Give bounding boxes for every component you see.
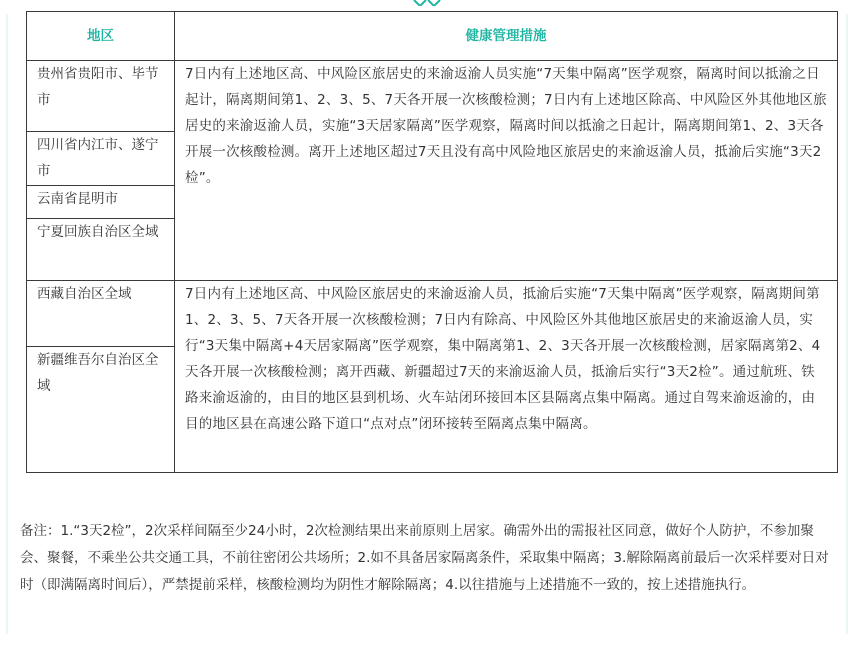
left-frame-line xyxy=(6,14,8,634)
region-cell: 四川省内江市、遂宁市 xyxy=(27,132,175,186)
table-row xyxy=(27,281,838,347)
decorative-marker-icon xyxy=(412,0,442,6)
header-measures: 健康管理措施 xyxy=(175,12,838,61)
footnote: 备注：1.“3天2检”，2次采样间隔至少24小时，2次检测结果出来前原则上居家。确需外出的需报社区同意，做好个人防护，不参加聚会、聚餐，不乘坐公共交通工具，不前往密闭公共场所；2.如不具备居家隔离条件，采取集中隔离；3.解除隔离前最后一次采样要对日对时（即满隔离时间后），严禁提前采样，核酸检测均为阴性才解除隔离；4.以往措施与上述措施不一致的，按上述措施执行。 xyxy=(20,523,829,593)
table-header-row xyxy=(27,12,838,61)
region-cell: 云南省昆明市 xyxy=(27,186,175,219)
header-region: 地区 xyxy=(27,12,175,61)
measure-cell: 7日内有上述地区高、中风险区旅居史的来渝返渝人员实施“7天集中隔离”医学观察，隔离时间以抵渝之日起计，隔离期间第1、2、3、5、7天各开展一次核酸检测；7日内有上述地区除高、中风险区外其他地区旅居史的来渝返渝人员，实施“3天居家隔离”医学观察，隔离时间以抵渝之日起计，隔离期间第1、2、3天各开展一次核酸检测。离开上述地区超过7天且没有高中风险地区旅居史的来渝返渝人员，抵渝后实施“3天2检”。 xyxy=(175,61,838,281)
table-row xyxy=(27,61,838,132)
health-measures-table xyxy=(26,11,838,473)
region-cell: 宁夏回族自治区全域 xyxy=(27,219,175,281)
region-cell: 新疆维吾尔自治区全域 xyxy=(27,347,175,473)
right-frame-line xyxy=(846,14,848,634)
measure-cell: 7日内有上述地区高、中风险区旅居史的来渝返渝人员，抵渝后实施“7天集中隔离”医学观察，隔离期间第1、2、3、5、7天各开展一次核酸检测；7日内有除高、中风险区外其他地区旅居史的来渝返渝人员，实行“3天集中隔离+4天居家隔离”医学观察，集中隔离第1、2、3天各开展一次核酸检测，居家隔离第2、4天各开展一次核酸检测；离开西藏、新疆超过7天的来渝返渝人员，抵渝后实行“3天2检”。通过航班、铁路来渝返渝的，由目的地区县到机场、火车站闭环接回本区县隔离点集中隔离。通过自驾来渝返渝的，由目的地区县在高速公路下道口“点对点”闭环接转至隔离点集中隔离。 xyxy=(175,281,838,473)
region-cell: 西藏自治区全域 xyxy=(27,281,175,347)
region-cell: 贵州省贵阳市、毕节市 xyxy=(27,61,175,132)
